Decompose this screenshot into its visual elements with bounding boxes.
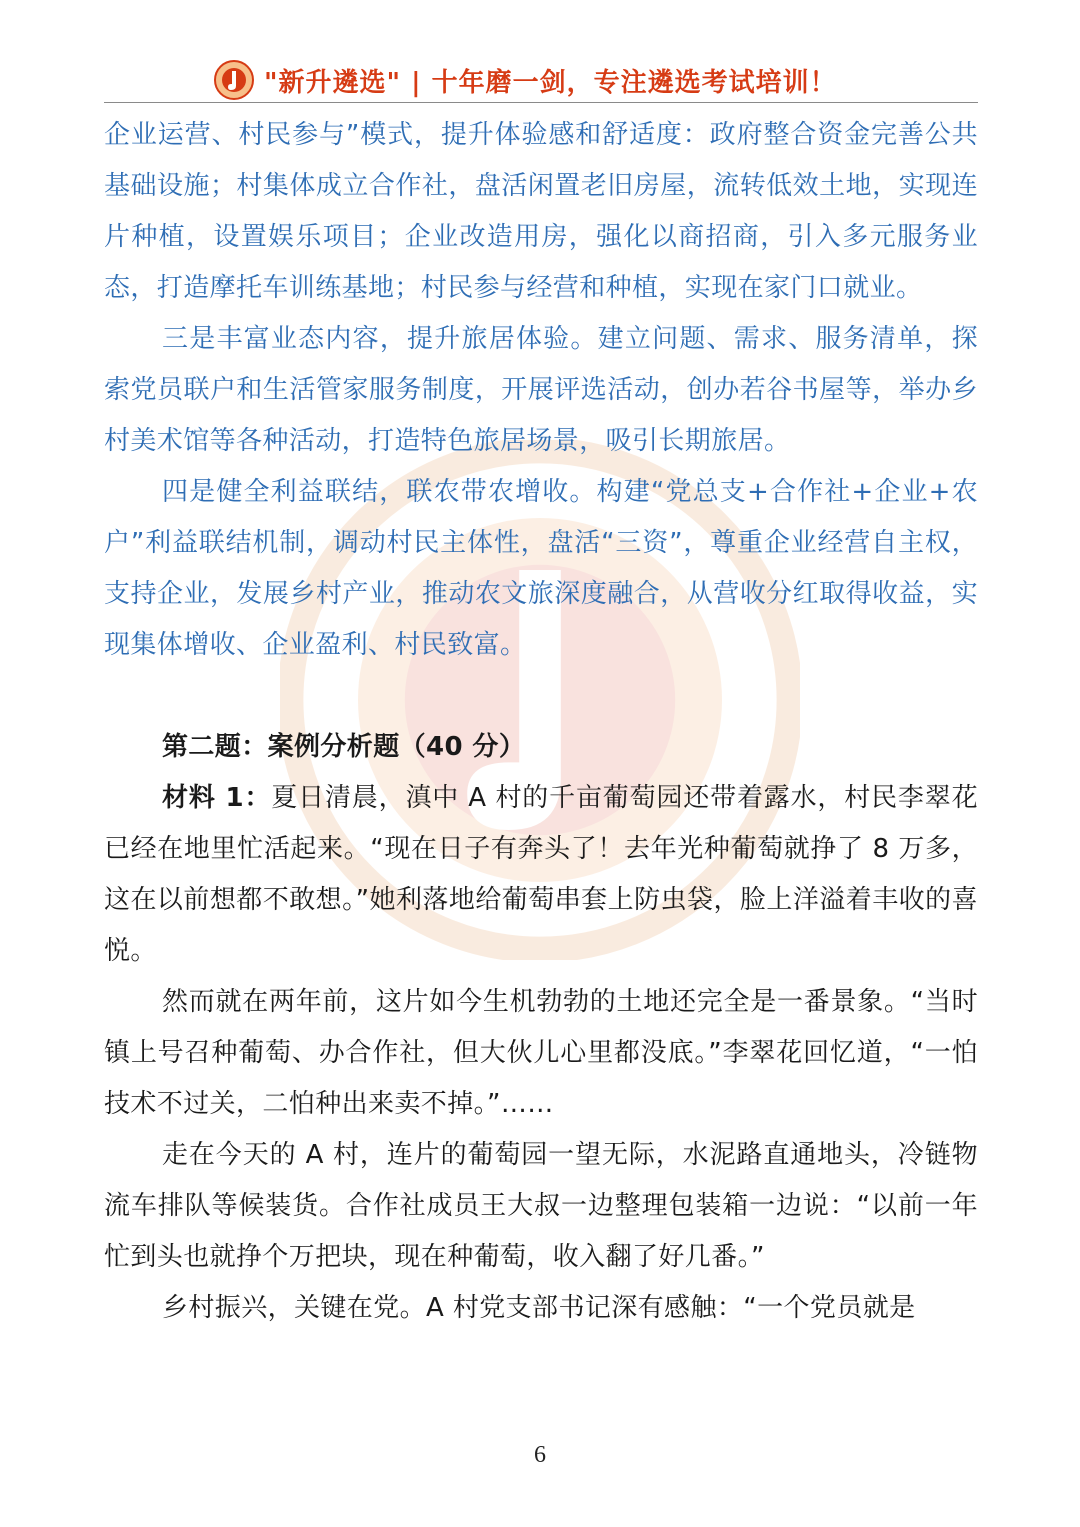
answer-paragraph: 四是健全利益联结，联农带农增收。构建“党总支+合作社+企业+农户”利益联结机制，调动村民主体性，盘活“三资”，尊重企业经营自主权，支持企业，发展乡村产业，推动农文旅深度融合，从营收分红取得收益，实现集体增收、企业盈利、村民致富。 (104, 477, 978, 660)
material-paragraph: 乡村振兴，关键在党。A 村党支部书记深有感触：“一个党员就是 (162, 1293, 916, 1323)
material-paragraph (104, 773, 978, 977)
question-title: 第二题：案例分析题（40 分） (162, 732, 526, 762)
header-slogan: "新升遴选" | 十年磨一剑，专注遴选考试培训！ (264, 68, 837, 98)
material-paragraph: 然而就在两年前，这片如今生机勃勃的土地还完全是一番景象。“当时镇上号召种葡萄、办合作社，但大伙儿心里都没底。”李翠花回忆道，“一怕技术不过关，二怕种出来卖不掉。”…… (104, 987, 978, 1119)
material-label: 材料 1： (162, 783, 272, 813)
answer-paragraph: 三是丰富业态内容，提升旅居体验。建立问题、需求、服务清单，探索党员联户和生活管家服务制度，开展评选活动，创办若谷书屋等，举办乡村美术馆等各种活动，打造特色旅居场景，吸引长期旅居。 (104, 324, 978, 456)
header-divider (104, 102, 978, 103)
brand-logo-icon (214, 60, 254, 100)
answer-paragraph: 企业运营、村民参与”模式，提升体验感和舒适度：政府整合资金完善公共基础设施；村集体成立合作社，盘活闲置老旧房屋，流转低效土地，实现连片种植，设置娱乐项目；企业改造用房，强化以商招商，引入多元服务业态，打造摩托车训练基地；村民参与经营和种植，实现在家门口就业。 (104, 120, 978, 303)
page-header (104, 56, 978, 104)
main-content (104, 110, 978, 1334)
material-text: 夏日清晨，滇中 A 村的千亩葡萄园还带着露水，村民李翠花已经在地里忙活起来。“现在日子有奔头了！去年光种葡萄就挣了 8 万多，这在以前想都不敢想。”她利落地给葡萄串套上防虫袋，脸上洋溢着丰收的喜悦。 (104, 783, 978, 966)
section-spacer (104, 671, 978, 722)
page-number: 6 (534, 1442, 546, 1468)
material-paragraph: 走在今天的 A 村，连片的葡萄园一望无际，水泥路直通地头，冷链物流车排队等候装货。合作社成员王大叔一边整理包装箱一边说：“以前一年忙到头也就挣个万把块，现在种葡萄，收入翻了好几番。” (104, 1140, 978, 1272)
